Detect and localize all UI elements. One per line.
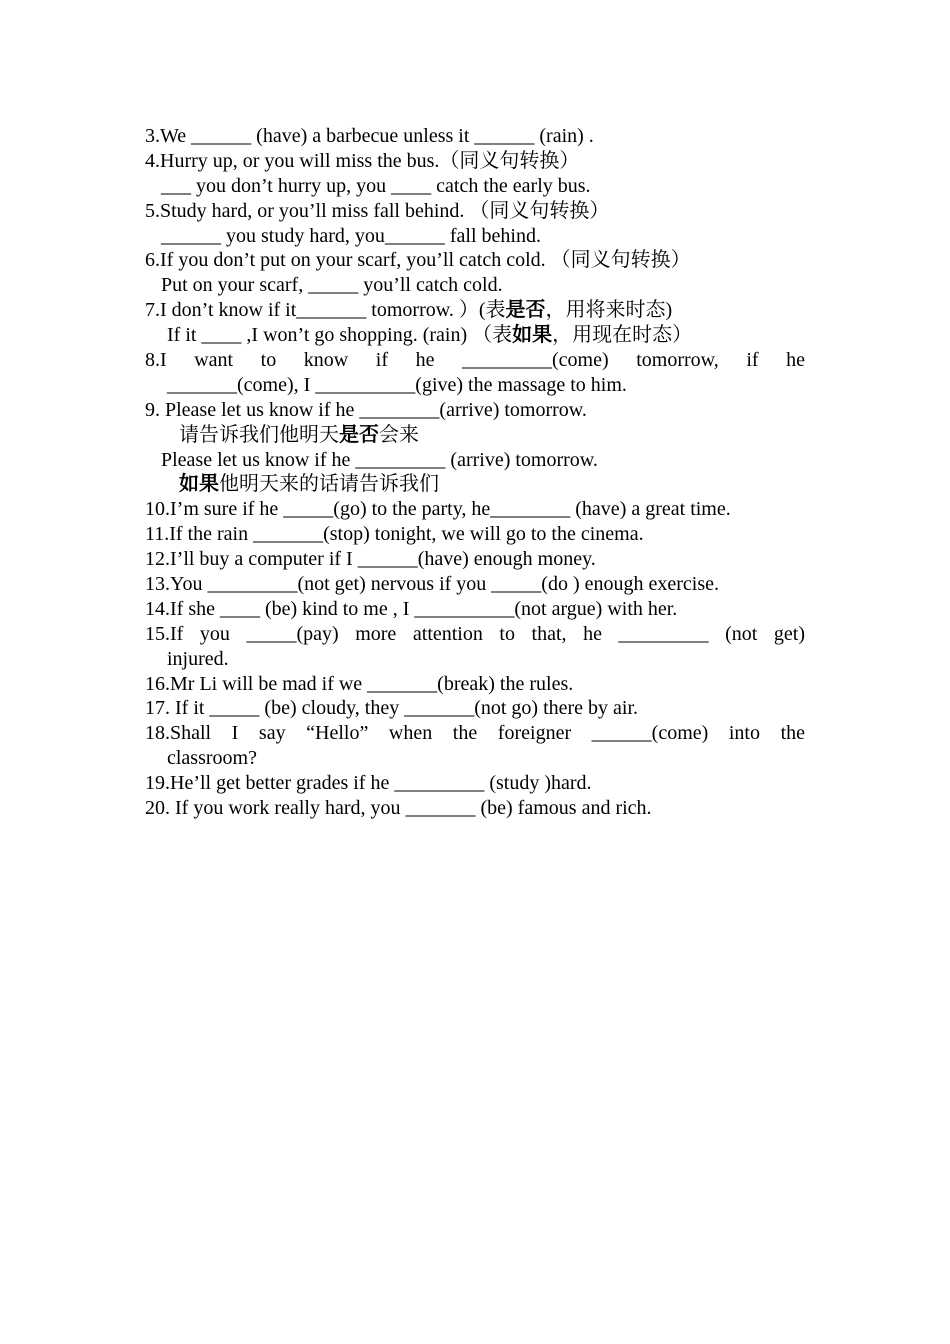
exercise-18-line-2: classroom?	[167, 747, 257, 770]
worksheet	[145, 124, 805, 821]
exercise-9-a-translation	[145, 423, 805, 448]
exercise-7-b-keyword: 如果	[512, 324, 553, 347]
exercise-20: 20. If you work really hard, you _______ (be) famous and rich.	[145, 797, 652, 820]
exercise-7-part-a	[145, 298, 805, 323]
exercise-7-b-note: ，用现在时态）	[552, 324, 693, 347]
exercise-3: 3.We ______ (have) a barbecue unless it ______ (rain) .	[145, 125, 594, 147]
exercise-13: 13.You _________(not get) nervous if you _____(do ) enough exercise.	[145, 573, 719, 596]
exercise-4-prompt: 4.Hurry up, or you will miss the bus.（同义句转换）	[145, 149, 580, 172]
exercise-9-part-a: 9. Please let us know if he ________(arrive) tomorrow.	[145, 398, 587, 421]
exercise-9-a-cn-2: 会来	[379, 423, 419, 446]
exercise-5-answer: ______ you study hard, you______ fall behind.	[161, 224, 541, 247]
exercise-9-a-cn-1: 请告诉我们他明天	[179, 423, 339, 446]
exercise-15-line-2: injured.	[167, 647, 229, 670]
exercise-19: 19.He’ll get better grades if he _________ (study )hard.	[145, 772, 592, 795]
exercise-15-line-1: 15.If you _____(pay) more attention to that, he _________ (not get)	[145, 622, 805, 645]
exercise-9-b-cn: 他明天来的话请告诉我们	[219, 473, 439, 496]
exercise-14: 14.If she ____ (be) kind to me , I __________(not argue) with her.	[145, 597, 678, 620]
exercise-12: 12.I’ll buy a computer if I ______(have) enough money.	[145, 548, 596, 571]
exercise-16: 16.Mr Li will be mad if we _______(break) the rules.	[145, 672, 574, 695]
exercise-5-prompt: 5.Study hard, or you’ll miss fall behind. （同义句转换）	[145, 199, 610, 222]
exercise-9-b-translation	[145, 472, 805, 497]
exercise-7-b-text: If it ____ ,I won’t go shopping. (rain) （表	[167, 324, 513, 347]
exercise-7-a-text: 7.I don’t know if it_______ tomorrow. ）(表	[145, 299, 506, 322]
exercise-10: 10.I’m sure if he _____(go) to the party, he________ (have) a great time.	[145, 498, 731, 521]
exercise-9-b-keyword: 如果	[179, 473, 219, 496]
exercise-7-a-keyword: 是否	[505, 299, 546, 322]
exercise-8-line-2: _______(come), I __________(give) the massage to him.	[167, 373, 627, 396]
exercise-11: 11.If the rain _______(stop) tonight, we will go to the cinema.	[145, 523, 644, 546]
exercise-4-answer: ___ you don’t hurry up, you ____ catch the early bus.	[161, 174, 591, 197]
exercise-6-prompt: 6.If you don’t put on your scarf, you’ll catch cold. （同义句转换）	[145, 249, 691, 272]
exercise-9-part-b: Please let us know if he _________ (arrive) tomorrow.	[161, 448, 598, 471]
exercise-6-answer: Put on your scarf, _____ you’ll catch cold.	[161, 274, 503, 297]
exercise-7-a-note: ，用将来时态)	[545, 299, 673, 322]
exercise-17: 17. If it _____ (be) cloudy, they _______(not go) there by air.	[145, 697, 639, 720]
exercise-18-line-1: 18.Shall I say “Hello” when the foreigner ______(come) into the	[145, 722, 805, 745]
exercise-8-line-1: 8.I want to know if he _________(come) tomorrow, if he	[145, 349, 805, 372]
exercise-9-a-keyword: 是否	[339, 423, 379, 446]
exercise-7-part-b	[145, 323, 805, 348]
